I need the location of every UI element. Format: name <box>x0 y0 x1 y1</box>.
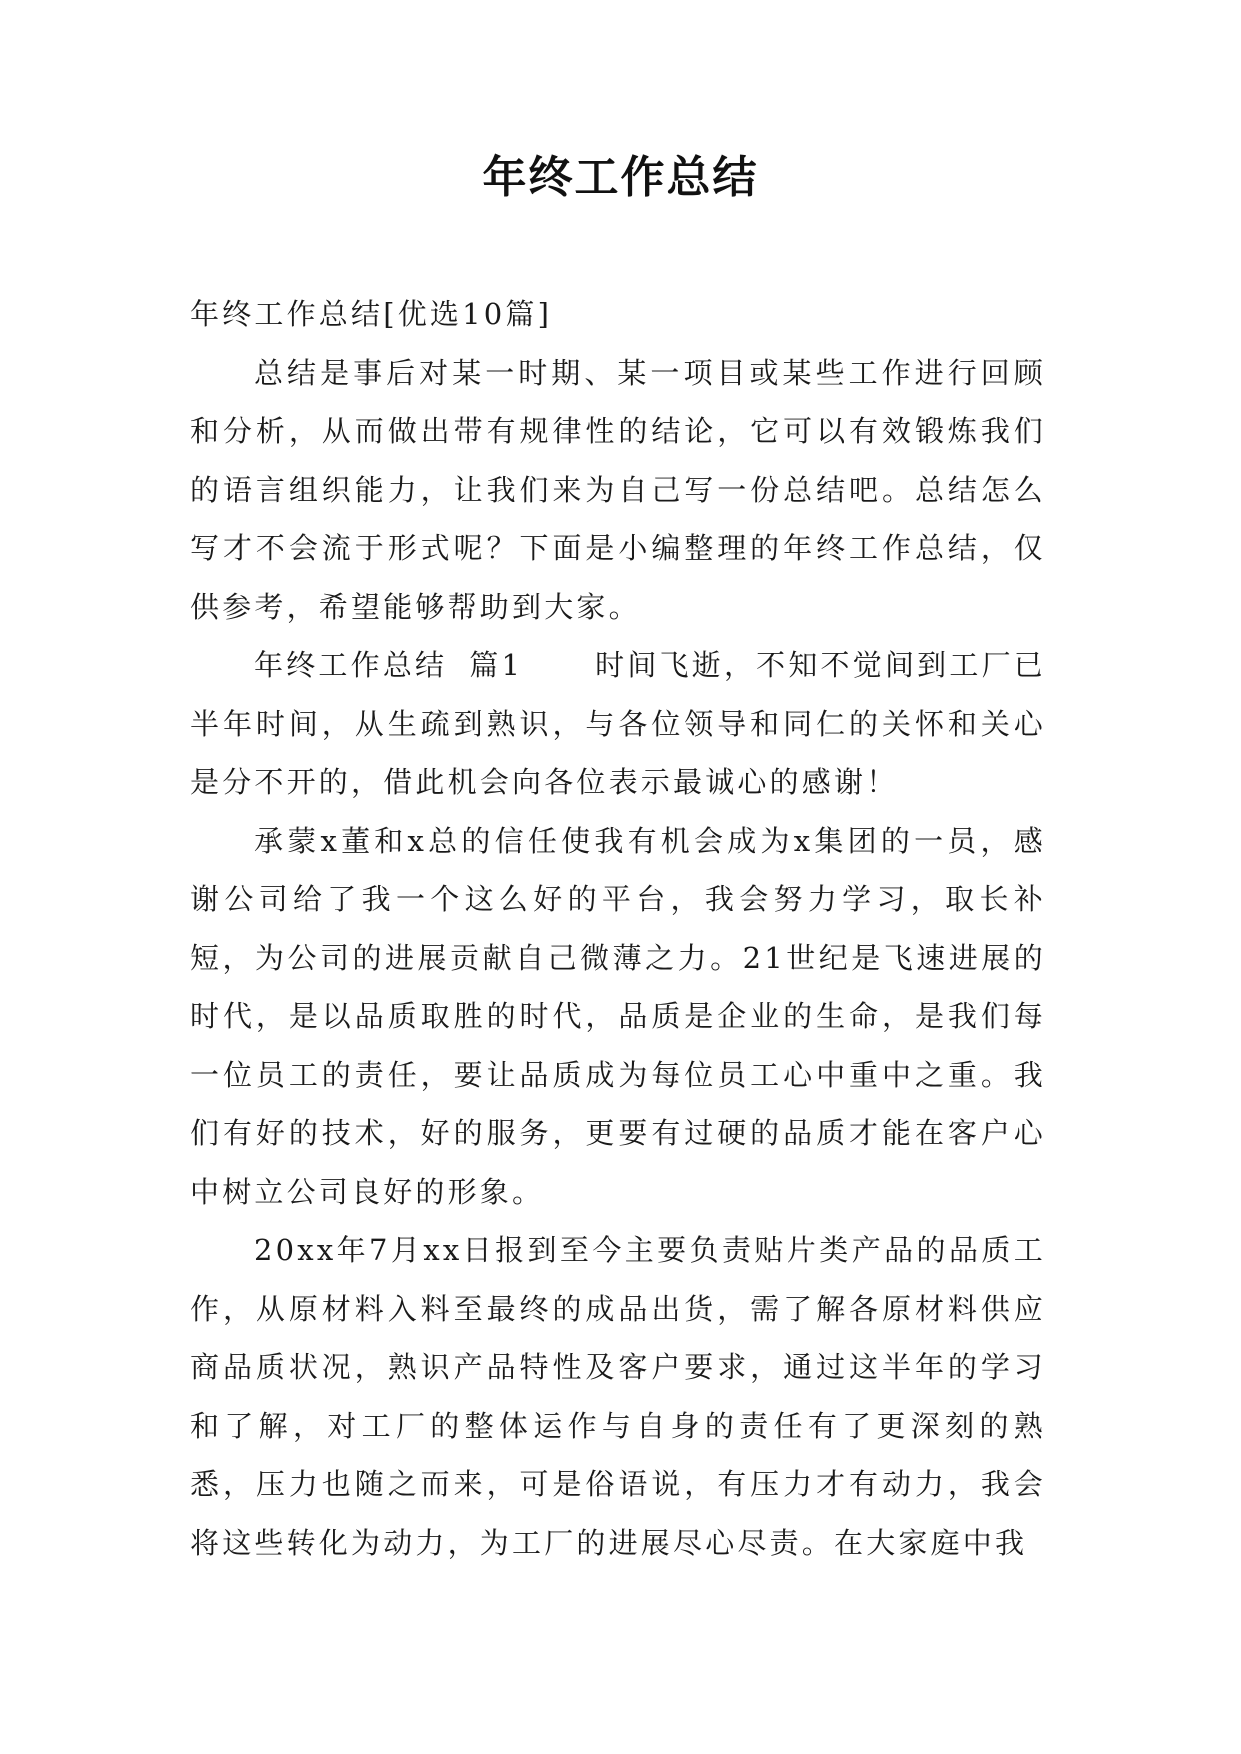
document-subtitle: 年终工作总结[优选10篇] <box>190 297 553 331</box>
section-1-heading: 年终工作总结 <box>254 648 448 682</box>
section-1-text: 时间飞逝，不知不觉间到工厂已半年时间，从生疏到熟识，与各位领导和同仁的关怀和关心是分不开的，借此机会向各位表示最诚心的感谢！ <box>190 648 1046 799</box>
section-1-number: 篇1 <box>469 648 524 682</box>
document-body <box>190 285 1046 1572</box>
intro-paragraph: 总结是事后对某一时期、某一项目或某些工作进行回顾和分析，从而做出带有规律性的结论，它可以有效锻炼我们的语言组织能力，让我们来为自己写一份总结吧。总结怎么写才不会流于形式呢？下面是小编整理的年终工作总结，仅供参考，希望能够帮助到大家。 <box>190 355 1046 624</box>
document-title: 年终工作总结 <box>482 152 759 203</box>
paragraph-2: 承蒙x董和x总的信任使我有机会成为x集团的一员，感谢公司给了我一个这么好的平台，我会努力学习，取长补短，为公司的进展贡献自己微薄之力。21世纪是飞速进展的时代，是以品质取胜的时代，品质是企业的生命，是我们每一位员工的责任，要让品质成为每位员工心中重中之重。我们有好的技术，好的服务，更要有过硬的品质才能在客户心中树立公司良好的形象。 <box>190 823 1046 1209</box>
paragraph-3: 20xx年7月xx日报到至今主要负责贴片类产品的品质工作，从原材料入料至最终的成品出货，需了解各原材料供应商品质状况，熟识产品特性及客户要求，通过这半年的学习和了解，对工厂的整体运作与自身的责任有了更深刻的熟悉，压力也随之而来，可是俗语说，有压力才有动力，我会将这些转化为动力，为工厂的进展尽心尽责。在大家庭中我 <box>190 1233 1046 1560</box>
section-1-paragraph <box>190 636 1046 812</box>
